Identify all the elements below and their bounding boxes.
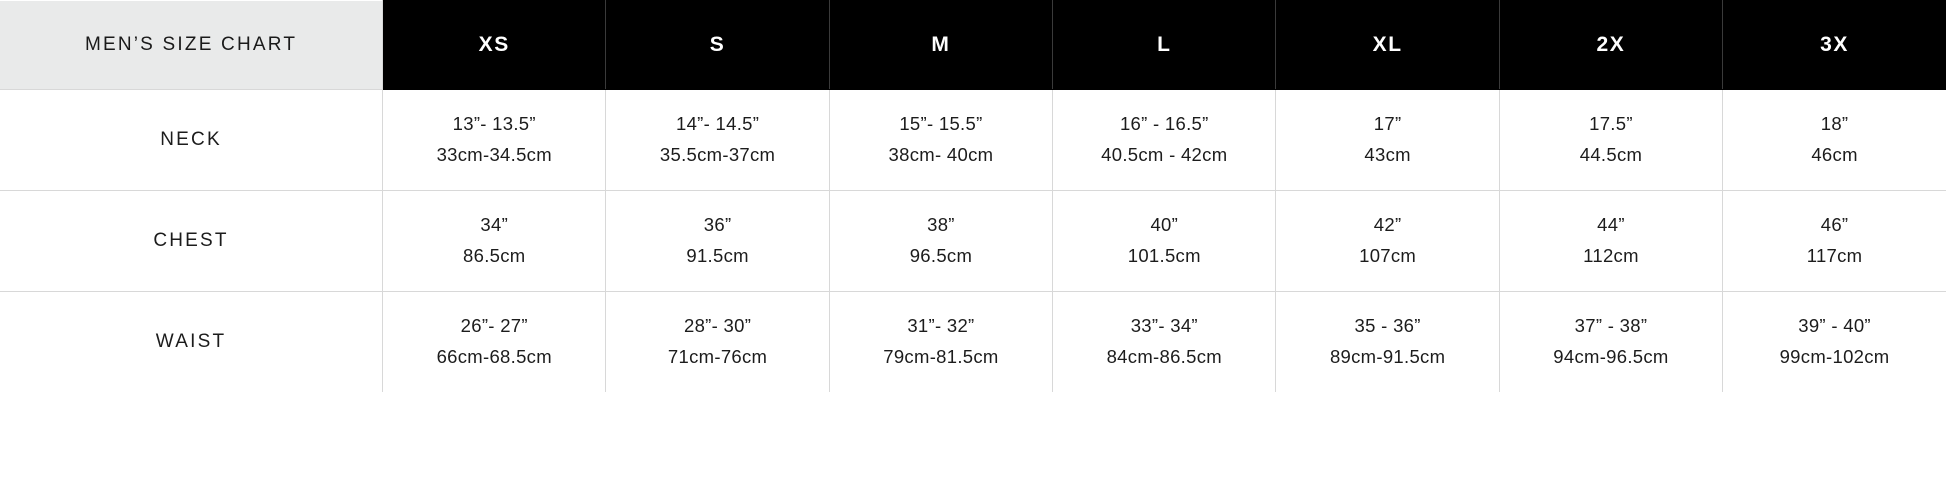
cell-waist-2x bbox=[1499, 292, 1722, 393]
row-label-waist: WAIST bbox=[0, 292, 383, 393]
cell-neck-xl bbox=[1276, 90, 1499, 191]
measurement-imperial: 26”- 27” bbox=[460, 315, 528, 337]
cell-neck-3x bbox=[1723, 90, 1946, 191]
measurement-metric: 101.5cm bbox=[1127, 245, 1201, 266]
measurement-metric: 107cm bbox=[1359, 245, 1417, 266]
cell-neck-m bbox=[829, 90, 1052, 191]
chart-title: MEN’S SIZE CHART bbox=[0, 1, 383, 90]
measurement-metric: 79cm-81.5cm bbox=[883, 346, 999, 367]
measurement-imperial: 18” bbox=[1820, 113, 1849, 135]
cell-chest-3x bbox=[1723, 191, 1946, 292]
measurement-imperial: 31”- 32” bbox=[907, 315, 975, 337]
cell-chest-xs bbox=[383, 191, 606, 292]
measurement-imperial: 37” - 38” bbox=[1574, 315, 1648, 337]
measurement-imperial: 16” - 16.5” bbox=[1119, 113, 1209, 135]
column-header-s: S bbox=[606, 1, 829, 90]
cell-neck-l bbox=[1053, 90, 1276, 191]
measurement-metric: 91.5cm bbox=[686, 245, 749, 266]
measurement-imperial: 13”- 13.5” bbox=[452, 113, 536, 135]
measurement-metric: 112cm bbox=[1583, 245, 1639, 266]
cell-chest-xl bbox=[1276, 191, 1499, 292]
column-header-3x: 3X bbox=[1723, 1, 1946, 90]
cell-waist-xs bbox=[383, 292, 606, 393]
table-row bbox=[0, 191, 1946, 292]
measurement-metric: 86.5cm bbox=[463, 245, 526, 266]
table-body bbox=[0, 90, 1946, 393]
measurement-metric: 33cm-34.5cm bbox=[436, 144, 552, 165]
measurement-metric: 66cm-68.5cm bbox=[436, 346, 552, 367]
measurement-imperial: 17.5” bbox=[1589, 113, 1633, 135]
measurement-imperial: 44” bbox=[1597, 214, 1625, 236]
header-row bbox=[0, 1, 1946, 90]
measurement-metric: 38cm- 40cm bbox=[888, 144, 994, 165]
measurement-imperial: 38” bbox=[927, 214, 955, 236]
table-header bbox=[0, 1, 1946, 90]
measurement-metric: 44.5cm bbox=[1579, 144, 1643, 165]
measurement-metric: 99cm-102cm bbox=[1779, 346, 1890, 367]
measurement-imperial: 15”- 15.5” bbox=[899, 113, 983, 135]
measurement-metric: 96.5cm bbox=[909, 245, 973, 266]
measurement-imperial: 33”- 34” bbox=[1130, 315, 1198, 337]
column-header-xs: XS bbox=[383, 1, 606, 90]
measurement-imperial: 42” bbox=[1373, 214, 1402, 236]
row-label-chest: CHEST bbox=[0, 191, 383, 292]
cell-waist-3x bbox=[1723, 292, 1946, 393]
measurement-imperial: 40” bbox=[1150, 214, 1179, 236]
measurement-metric: 117cm bbox=[1806, 245, 1863, 266]
cell-neck-s bbox=[606, 90, 829, 191]
column-header-2x: 2X bbox=[1499, 1, 1722, 90]
measurement-imperial: 46” bbox=[1820, 214, 1849, 236]
measurement-imperial: 39” - 40” bbox=[1798, 315, 1871, 337]
cell-waist-s bbox=[606, 292, 829, 393]
measurement-imperial: 36” bbox=[703, 214, 732, 236]
measurement-metric: 84cm-86.5cm bbox=[1106, 346, 1222, 367]
column-header-l: L bbox=[1053, 1, 1276, 90]
cell-waist-l bbox=[1053, 292, 1276, 393]
table-row bbox=[0, 90, 1946, 191]
cell-waist-xl bbox=[1276, 292, 1499, 393]
cell-neck-2x bbox=[1499, 90, 1722, 191]
measurement-imperial: 28”- 30” bbox=[684, 315, 752, 337]
measurement-metric: 35.5cm-37cm bbox=[659, 144, 776, 165]
cell-chest-l bbox=[1053, 191, 1276, 292]
measurement-metric: 46cm bbox=[1811, 144, 1858, 165]
cell-chest-s bbox=[606, 191, 829, 292]
measurement-metric: 94cm-96.5cm bbox=[1553, 346, 1669, 367]
measurement-imperial: 35 - 36” bbox=[1354, 315, 1421, 337]
cell-neck-xs bbox=[383, 90, 606, 191]
measurement-imperial: 14”- 14.5” bbox=[675, 113, 760, 135]
measurement-metric: 71cm-76cm bbox=[667, 346, 768, 367]
measurement-imperial: 17” bbox=[1373, 113, 1402, 135]
measurement-metric: 43cm bbox=[1364, 144, 1411, 165]
row-label-neck: NECK bbox=[0, 90, 383, 191]
cell-waist-m bbox=[829, 292, 1052, 393]
cell-chest-m bbox=[829, 191, 1052, 292]
cell-chest-2x bbox=[1499, 191, 1722, 292]
measurement-metric: 40.5cm - 42cm bbox=[1101, 144, 1228, 165]
measurement-imperial: 34” bbox=[480, 214, 509, 236]
column-header-m: M bbox=[829, 1, 1052, 90]
column-header-xl: XL bbox=[1276, 1, 1499, 90]
table-row bbox=[0, 292, 1946, 393]
measurement-metric: 89cm-91.5cm bbox=[1329, 346, 1446, 367]
